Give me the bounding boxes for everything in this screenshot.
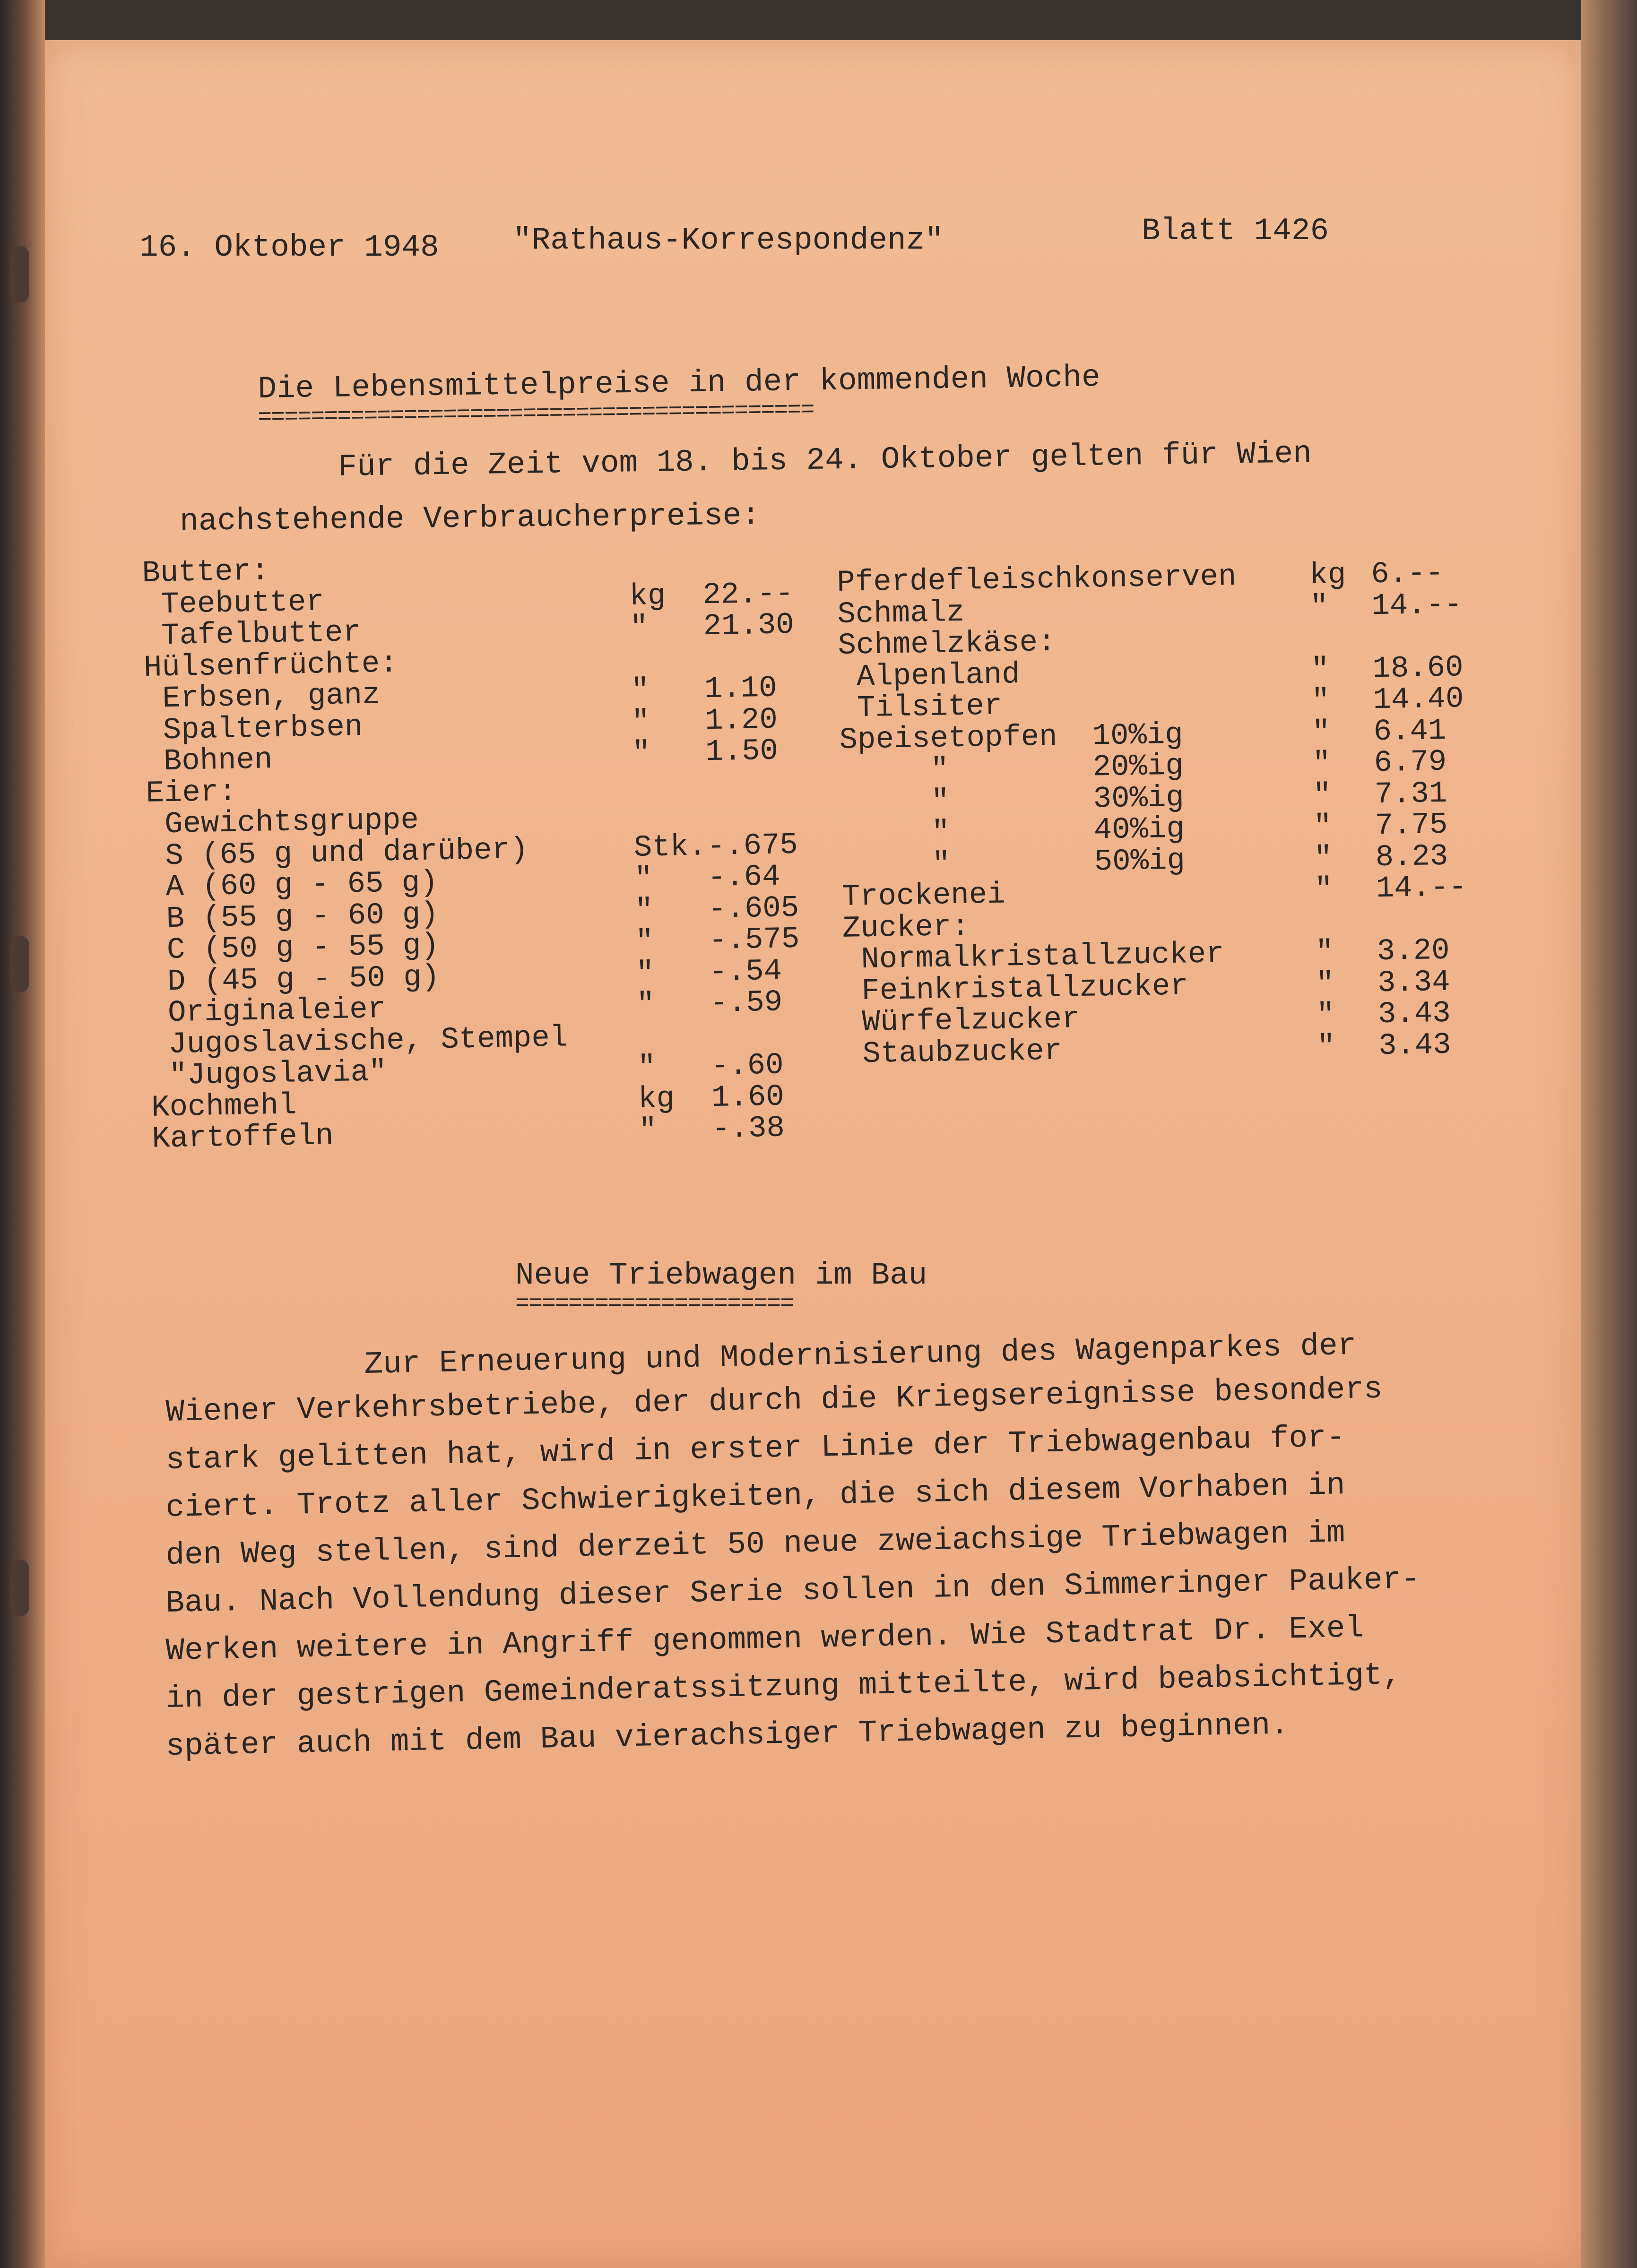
paragraph-line: in der gestrigen Gemeinderatssitzung mitteilte, wird beabsichtigt, bbox=[165, 1657, 1402, 1716]
intro-line-2: nachstehende Verbraucherpreise: bbox=[179, 498, 761, 539]
item-label: Alpenland bbox=[838, 657, 1021, 695]
item-price: -.60 bbox=[710, 1048, 784, 1084]
item-unit: " bbox=[1314, 841, 1333, 876]
item-unit: " bbox=[1315, 935, 1334, 970]
item-unit: " bbox=[1309, 590, 1329, 624]
paragraph-line: Werken weitere in Angriff genommen werden. Wie Stadtrat Dr. Exel bbox=[165, 1610, 1364, 1669]
price-list-right bbox=[836, 556, 1546, 1072]
item-label: Tafelbutter bbox=[143, 615, 362, 654]
item-price: 18.60 bbox=[1372, 650, 1464, 686]
item-unit: " bbox=[1314, 872, 1333, 907]
item-unit: " bbox=[634, 893, 654, 928]
item-percent: 40%ig bbox=[1093, 812, 1185, 848]
item-price: 8.23 bbox=[1375, 839, 1448, 875]
item-label: A (60 g - 65 g) bbox=[147, 866, 439, 905]
item-label: " bbox=[840, 816, 950, 852]
item-unit: " bbox=[1317, 1030, 1336, 1064]
item-percent: 20%ig bbox=[1092, 749, 1184, 785]
paragraph-line: Wiener Verkehrsbetriebe, der durch die Kriegsereignisse besonders bbox=[165, 1371, 1383, 1430]
item-price: 14.40 bbox=[1373, 682, 1464, 718]
item-unit: " bbox=[1312, 747, 1331, 782]
item-label: " bbox=[840, 784, 950, 820]
item-price: -.54 bbox=[709, 954, 782, 990]
item-unit: " bbox=[632, 736, 651, 771]
book-spine bbox=[0, 0, 45, 2268]
item-label: Schmalz bbox=[837, 595, 965, 632]
typed-page bbox=[45, 40, 1581, 2268]
item-unit: kg bbox=[1309, 558, 1346, 593]
item-label: Gewichtsgruppe bbox=[146, 803, 419, 842]
item-label: Staubzucker bbox=[844, 1034, 1063, 1072]
item-label: " bbox=[841, 847, 951, 883]
item-price: -.675 bbox=[707, 828, 798, 864]
paragraph-line: den Weg stellen, sind derzeit 50 neue zweiachsige Triebwagen im bbox=[165, 1515, 1346, 1573]
title-double-underline: ========================================== bbox=[257, 397, 814, 431]
item-label: Bohnen bbox=[145, 743, 273, 779]
item-unit: " bbox=[1312, 716, 1331, 750]
paragraph-line: später auch mit dem Bau vierachsiger Triebwagen zu beginnen. bbox=[165, 1707, 1290, 1764]
item-price: 1.50 bbox=[705, 734, 779, 770]
item-price: 1.60 bbox=[711, 1079, 785, 1115]
item-label: Originaleier bbox=[149, 992, 386, 1031]
item-label: Pferdefleischkonserven bbox=[836, 560, 1237, 600]
item-unit: " bbox=[635, 956, 655, 991]
item-price: 3.34 bbox=[1377, 965, 1451, 1000]
item-unit: " bbox=[634, 862, 653, 897]
paragraph-line: Bau. Nach Vollendung dieser Serie sollen in den Simmeringer Pauker- bbox=[165, 1561, 1420, 1621]
item-price: -.64 bbox=[707, 860, 781, 896]
item-label: Kochmehl bbox=[151, 1088, 297, 1125]
item-label: Trockenei bbox=[841, 878, 1006, 914]
item-unit: " bbox=[1316, 967, 1334, 1001]
item-unit: " bbox=[638, 1113, 658, 1148]
item-unit: Stk. bbox=[633, 829, 707, 865]
item-price: 21.30 bbox=[703, 608, 795, 644]
item-percent: 10%ig bbox=[1092, 718, 1184, 754]
intro-line-1: Für die Zeit vom 18. bis 24. Oktober gelten für Wien bbox=[338, 436, 1312, 485]
item-label: Tilsiter bbox=[839, 689, 1003, 726]
item-unit: " bbox=[631, 673, 650, 708]
item-price: 1.10 bbox=[704, 671, 778, 707]
title2-double-underline: ===================== bbox=[515, 1291, 794, 1318]
item-unit: " bbox=[636, 988, 655, 1022]
item-price: 22.-- bbox=[702, 577, 794, 612]
item-unit: " bbox=[1313, 810, 1332, 845]
item-price: 6.41 bbox=[1373, 714, 1446, 749]
item-label: S (65 g und darüber) bbox=[147, 833, 529, 874]
article-title-prices: Die Lebensmittelpreise in der kommenden Woche bbox=[257, 360, 1101, 407]
item-price: -.605 bbox=[708, 891, 799, 927]
item-label: Schmelzkäse: bbox=[838, 625, 1057, 663]
item-label: Erbsen, ganz bbox=[144, 678, 381, 716]
item-price: 1.20 bbox=[704, 703, 778, 738]
item-label: Butter: bbox=[141, 554, 270, 591]
paragraph-line: stark gelitten hat, wird in erster Linie der Triebwagenbau for- bbox=[165, 1420, 1346, 1478]
item-unit: " bbox=[631, 705, 650, 740]
item-label: Kartoffeln bbox=[151, 1119, 334, 1156]
item-label: Hülsenfrüchte: bbox=[143, 647, 398, 685]
item-price: 3.20 bbox=[1377, 933, 1450, 969]
item-price: -.38 bbox=[711, 1111, 785, 1147]
paragraph-line: Zur Erneuerung und Modernisierung des Wagenparkes der bbox=[364, 1328, 1357, 1382]
item-label: B (55 g - 60 g) bbox=[147, 897, 439, 937]
paragraph-line: ciert. Trotz aller Schwierigkeiten, die sich diesem Vorhaben in bbox=[165, 1467, 1346, 1526]
item-price: 7.31 bbox=[1374, 776, 1447, 812]
item-label: C (50 g - 55 g) bbox=[148, 929, 440, 968]
item-label: Zucker: bbox=[842, 910, 970, 946]
item-label: D (45 g - 50 g) bbox=[149, 960, 440, 1000]
item-label: Speisetopfen bbox=[839, 720, 1058, 758]
page-edge bbox=[1581, 0, 1637, 2268]
item-label: Eier: bbox=[146, 775, 237, 811]
item-label: "Jugoslavia" bbox=[150, 1055, 387, 1094]
binding-hole bbox=[10, 246, 29, 302]
item-label: Würfelzucker bbox=[843, 1002, 1080, 1040]
item-price: 3.43 bbox=[1378, 1028, 1452, 1063]
item-price: 3.43 bbox=[1377, 996, 1451, 1032]
item-unit: " bbox=[637, 1051, 657, 1085]
binding-hole bbox=[10, 936, 29, 992]
item-label: Teebutter bbox=[142, 585, 325, 622]
item-price: 14.-- bbox=[1371, 587, 1463, 623]
item-price: 6.79 bbox=[1374, 745, 1447, 781]
item-price: 7.75 bbox=[1375, 808, 1448, 844]
item-unit: " bbox=[1310, 653, 1330, 687]
header-publication: "Rathaus-Korrespondenz" bbox=[513, 223, 944, 258]
item-price: -.59 bbox=[710, 985, 783, 1021]
item-price: -.575 bbox=[708, 922, 800, 958]
item-label: Jugoslavische, Stempel bbox=[150, 1020, 568, 1062]
item-unit: " bbox=[630, 611, 649, 645]
item-label: " bbox=[840, 753, 949, 789]
item-price: 6.-- bbox=[1370, 556, 1444, 592]
item-unit: " bbox=[1313, 778, 1332, 813]
item-price: 14.-- bbox=[1376, 871, 1467, 906]
binding-hole bbox=[10, 1560, 29, 1616]
header-date: 16. Oktober 1948 bbox=[139, 230, 439, 265]
header-sheet: Blatt 1426 bbox=[1142, 213, 1329, 249]
item-unit: kg bbox=[629, 579, 667, 614]
item-label: Normalkristallzucker bbox=[842, 937, 1225, 977]
item-label: Spalterbsen bbox=[144, 710, 363, 748]
item-unit: kg bbox=[638, 1082, 675, 1117]
item-label: Feinkristallzucker bbox=[843, 969, 1189, 1009]
item-percent: 50%ig bbox=[1094, 844, 1186, 880]
item-percent: 30%ig bbox=[1093, 781, 1185, 817]
price-list-left bbox=[141, 545, 851, 1156]
article-title-triebwagen: Neue Triebwagen im Bau bbox=[515, 1258, 927, 1293]
item-unit: " bbox=[635, 925, 654, 959]
item-unit: " bbox=[1316, 998, 1335, 1033]
item-unit: " bbox=[1311, 684, 1330, 719]
